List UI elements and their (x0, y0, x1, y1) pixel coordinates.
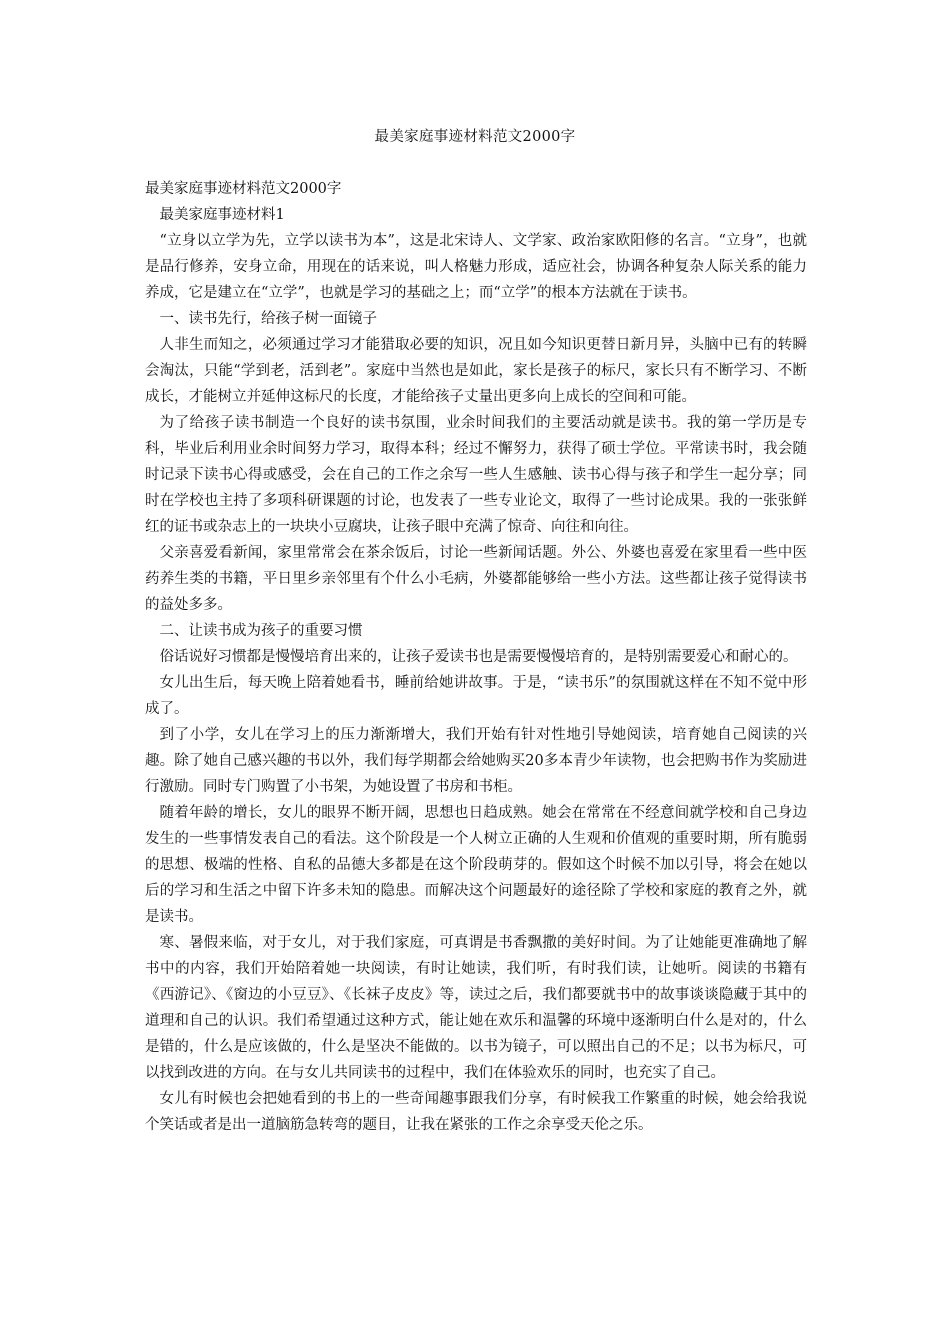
paragraph: 到了小学，女儿在学习上的压力渐渐增大，我们开始有针对性地引导她阅读，培育她自己阅读的兴趣。除了她自己感兴趣的书以外，我们每学期都会给她购买20多本青少年读物，也会把购书作为奖励进行激励。同时专门购置了小书架，为她设置了书房和书柜。 (145, 727, 807, 795)
paragraph-section-label: 最美家庭事迹材料1 (159, 207, 285, 223)
paragraph: 为了给孩子读书制造一个良好的读书氛围，业余时间我们的主要活动就是读书。我的第一学历是专科，毕业后利用业余时间努力学习，取得本科；经过不懈努力，获得了硕士学位。平常读书时，我会随时记录下读书心得或感受，会在自己的工作之余写一些人生感触、读书心得与孩子和学生一起分享；同时在学校也主持了多项科研课题的讨论，也发表了一些专业论文，取得了一些讨论成果。我的一张张鲜红的证书或杂志上的一块块小豆腐块，让孩子眼中充满了惊奇、向往和向往。 (145, 415, 807, 535)
paragraph: 寒、暑假来临，对于女儿，对于我们家庭，可真谓是书香飘撒的美好时间。为了让她能更准确地了解书中的内容，我们开始陪着她一块阅读，有时让她读，我们听，有时我们读，让她听。阅读的书籍有《西游记》、《窗边的小豆豆》、《长袜子皮皮》等，读过之后，我们都要就书中的故事谈谈隐藏于其中的道理和自己的认识。我们希望通过这种方式，能让她在欢乐和温馨的环境中逐渐明白什么是对的，什么是错的，什么是应该做的，什么是坚决不能做的。以书为镜子，可以照出自己的不足；以书为标尺，可以找到改进的方向。在与女儿共同读书的过程中，我们在体验欢乐的同时，也充实了自己。 (145, 935, 807, 1081)
paragraph: 随着年龄的增长，女儿的眼界不断开阔，思想也日趋成熟。她会在常常在不经意间就学校和自己身边发生的一些事情发表自己的看法。这个阶段是一个人树立正确的人生观和价值观的重要时期，所有脆弱的思想、极端的性格、自私的品德大多都是在这个阶段萌芽的。假如这个时候不加以引导，将会在她以后的学习和生活之中留下许多未知的隐患。而解决这个问题最好的途径除了学校和家庭的教育之外，就是读书。 (145, 805, 807, 925)
paragraph: 女儿有时候也会把她看到的书上的一些奇闻趣事跟我们分享，有时候我工作繁重的时候，她会给我说个笑话或者是出一道脑筋急转弯的题目，让我在紧张的工作之余享受天伦之乐。 (145, 1091, 807, 1133)
document-body (145, 176, 807, 1138)
section-heading: 一、读书先行，给孩子树一面镜子 (159, 311, 377, 327)
paragraph-subtitle: 最美家庭事迹材料范文2000字 (145, 181, 342, 197)
paragraph: 女儿出生后，每天晚上陪着她看书，睡前给她讲故事。于是，“读书乐”的氛围就这样在不知不觉中形成了。 (145, 675, 807, 717)
section-heading: 二、让读书成为孩子的重要习惯 (159, 623, 363, 639)
paragraph: 父亲喜爱看新闻，家里常常会在茶余饭后，讨论一些新闻话题。外公、外婆也喜爱在家里看一些中医药养生类的书籍，平日里乡亲邻里有个什么小毛病，外婆都能够给一些小方法。这些都让孩子觉得读书的益处多多。 (145, 545, 807, 613)
paragraph: “立身以立学为先，立学以读书为本”，这是北宋诗人、文学家、政治家欧阳修的名言。“立身”，也就是品行修养，安身立命，用现在的话来说，叫人格魅力形成，适应社会，协调各种复杂人际关系的能力养成，它是建立在“立学”，也就是学习的基础之上；而“立学”的根本方法就在于读书。 (145, 233, 807, 301)
paragraph: 俗话说好习惯都是慢慢培育出来的，让孩子爱读书也是需要慢慢培育的，是特别需要爱心和耐心的。 (159, 649, 798, 665)
paragraph: 人非生而知之，必须通过学习才能猎取必要的知识，况且如今知识更替日新月异，头脑中已有的转瞬会淘汰，只能“学到老，活到老”。家庭中当然也是如此，家长是孩子的标尺，家长只有不断学习、不断成长，才能树立并延伸这标尺的长度，才能给孩子丈量出更多向上成长的空间和可能。 (145, 337, 807, 405)
document-title: 最美家庭事迹材料范文2000字 (374, 129, 576, 145)
